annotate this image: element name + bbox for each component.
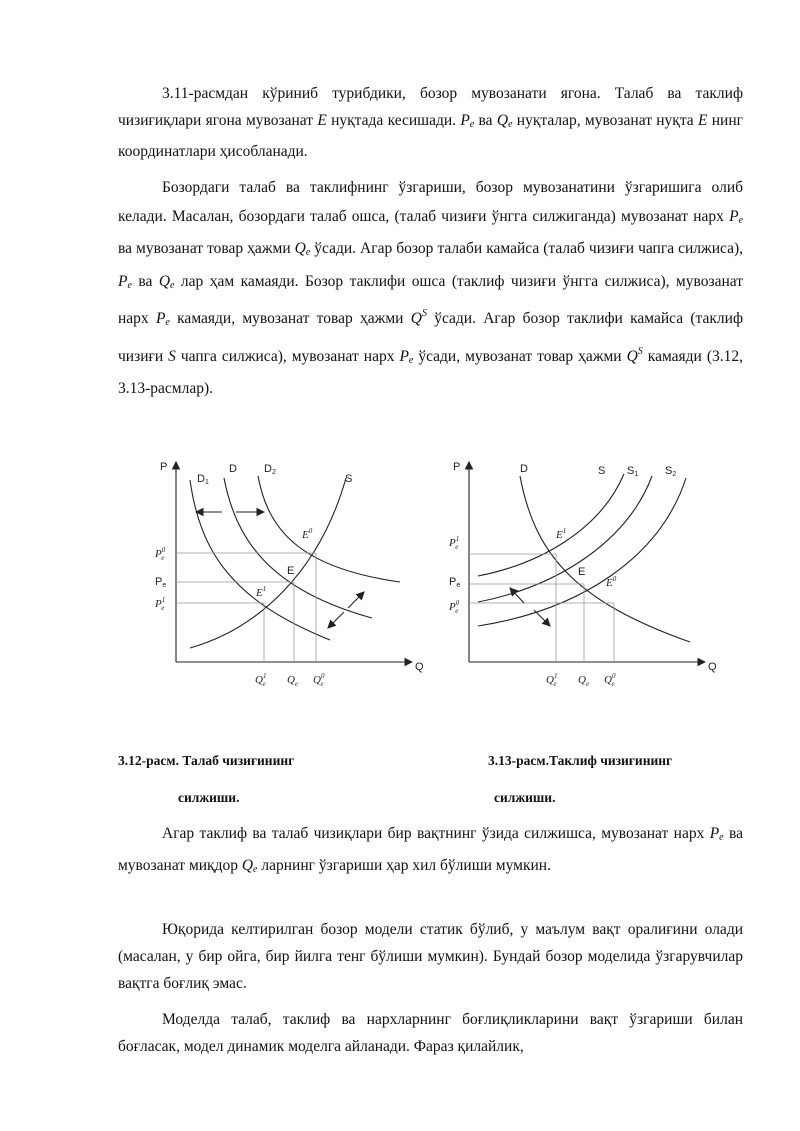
point-e0: $E^0$ [302, 527, 313, 541]
x-label-qe0: $Q^0$ e [604, 672, 616, 688]
x-label-qe0: $Q^0$ e [313, 672, 325, 688]
increase-arrow [348, 592, 364, 608]
point-e1: $E^1$ [256, 585, 267, 599]
curve-d [520, 476, 690, 642]
y-label-pe: Pe [449, 576, 461, 589]
caption-3-12-line1: 3.12-расм. Талаб чизиғининг [118, 753, 295, 768]
axis-label-q: Q [415, 661, 424, 673]
curve-d2 [258, 476, 400, 582]
label-s: S [345, 473, 353, 485]
x-label-qe1: $Q^1$ e [255, 672, 267, 688]
x-label-qe1: $Q^1$ e [546, 672, 558, 688]
y-label-pe1: $P^1$ e [155, 596, 166, 612]
point-e0: $E^0$ [606, 575, 617, 589]
figures [0, 440, 800, 710]
curve-s1 [478, 474, 624, 576]
caption-3-12-line2: силжиши. [178, 790, 240, 805]
point-e: E [578, 566, 586, 578]
label-d: D [229, 463, 237, 475]
label-s1: S1 [627, 465, 639, 478]
curve-s [478, 476, 652, 602]
y-label-pe: Pe [155, 576, 167, 589]
curve-s2 [478, 478, 686, 626]
paragraph-2: Бозордаги талаб ва таклифнинг ўзгариши, бозор мувозанатини ўзгаришига олиб келади. Масалан, бозордаги талаб ошса, (талаб чизиғи ўнгга силжиганда) мувозанат нарх $P_e$ ва мувозанат товар ҳажми $Q_e$ ўсади. Агар бозор талаби камайса (талаб чизиғи чапга силжиса), $P_e$ ва $Q_e$ лар ҳам камаяди. Бозор таклифи ошса (таклиф чизиғи ўнгга силжиса), мувозанат нарх $P_e$ камаяди, мувозанат товар ҳажми $Q^S$ ўсади. Агар бозор таклифи камайса (таклиф чизиғи S чапга силжиса), мувозанат нарх $P_e$ ўсади, мувозанат товар ҳажми $Q^S$ камаяди (3.12, 3.13-расмлар). [118, 179, 744, 397]
curve-d [224, 478, 372, 618]
supply-increase-arrow [534, 610, 550, 626]
figure-3-13 [469, 462, 705, 662]
label-d2: D2 [264, 463, 276, 476]
label-d: D [520, 463, 528, 475]
point-e: E [287, 565, 295, 577]
caption-3-13-line1: 3.13-расм.Таклиф чизиғининг [488, 753, 673, 768]
point-e1: $E^1$ [556, 527, 567, 541]
label-s2: S2 [665, 465, 677, 478]
caption-3-13-line2: силжиши. [494, 790, 556, 805]
label-d1: D1 [197, 473, 209, 486]
figure-3-12 [176, 462, 412, 662]
paragraph-1: 3.11-расмдан кўриниб турибдики, бозор мувозанати ягона. Талаб ва таклиф чизиғиқлари ягона мувозанат E нуқтада кесишади. $P_e$ ва $Q_e$ нуқталар, мувозанат нуқта E нинг координатлари ҳисобланади. [118, 85, 743, 160]
paragraph-3: Агар таклиф ва талаб чизиқлари бир вақтнинг ўзида силжишса, мувозанат нарх $P_e$ ва мувозанат миқдор $Q_e$ ларнинг ўзгариши ҳар хил бўлиши мумкин. [118, 825, 743, 875]
y-label-pe0: $P^0$ e [449, 599, 460, 615]
decrease-arrow [328, 612, 344, 628]
y-label-pe0: $P^0$ e [155, 546, 166, 562]
paragraph-4: Юқорида келтирилган бозор модели статик бўлиб, у маълум вақт оралиғини олади (масалан, у бир ойга, бир йилга тенг бўлиши мумкин). Бундай бозор моделида ўзгарувчилар вақтга боғлиқ эмас. [118, 921, 743, 992]
axis-label-q: Q [708, 661, 717, 673]
y-label-pe1: $P^1$ e [449, 535, 460, 551]
label-s: S [598, 465, 606, 477]
x-label-qe: $Q_e$ [578, 674, 590, 688]
paragraph-5: Моделда талаб, таклиф ва нархларнинг боғлиқликларини вақт ўзгариши билан боғласак, модел динамик моделга айланади. Фараз қилайлик, [118, 1011, 743, 1055]
curve-s [190, 478, 346, 648]
x-label-qe: $Q_e$ [287, 674, 299, 688]
symbol-e: E [317, 112, 327, 129]
axis-label-p: P [160, 461, 168, 473]
axis-label-p: P [453, 461, 461, 473]
